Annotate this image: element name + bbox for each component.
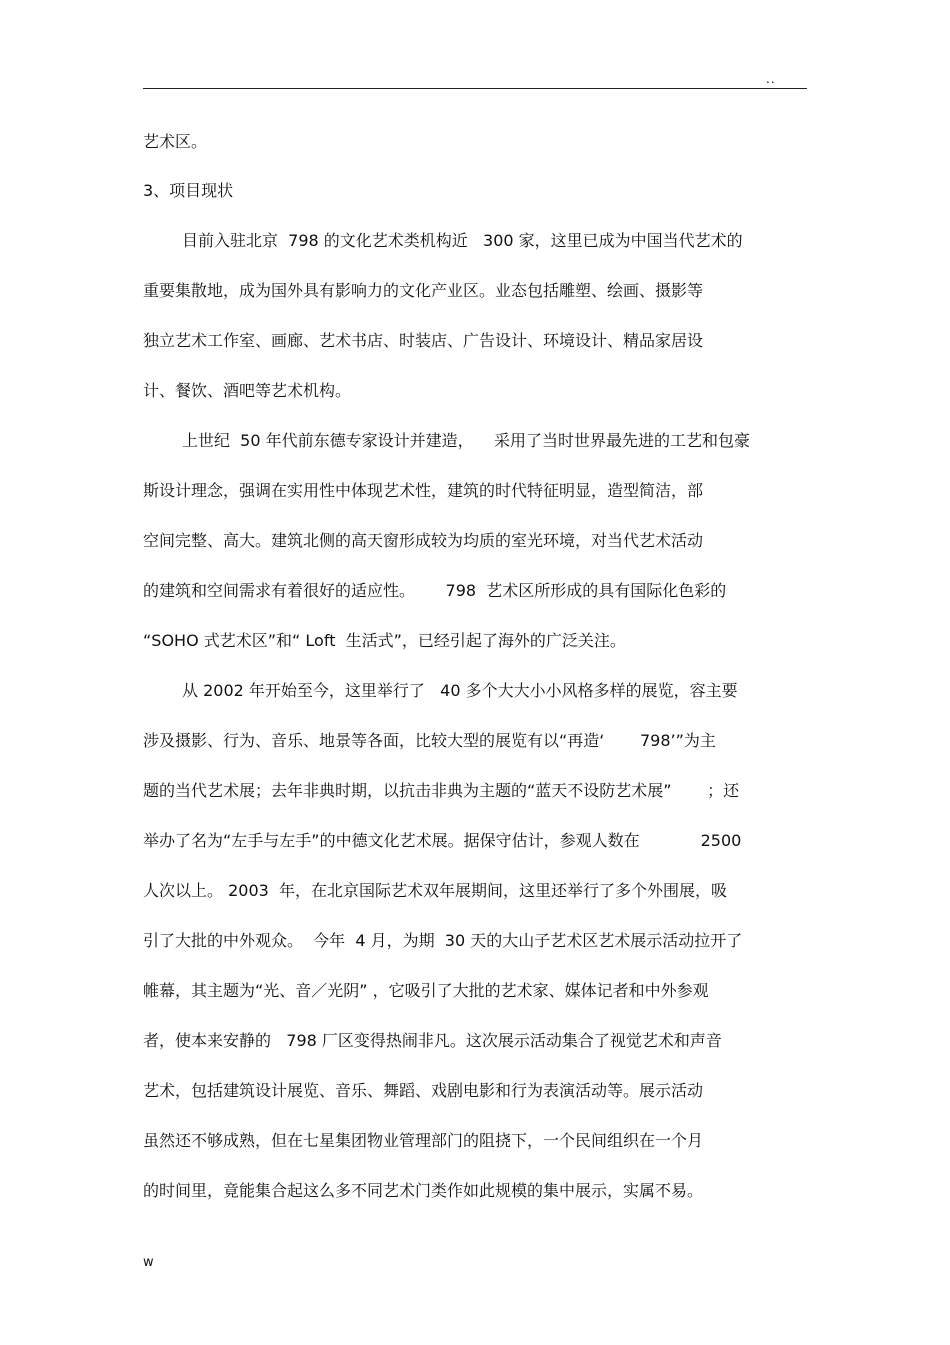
body-line: 帷幕，其主题为“光、音／光阴” ，它吸引了大批的艺术家、媒体记者和中外参观 <box>143 981 709 1000</box>
body-line: 者，使本来安静的 798 厂区变得热闹非凡。这次展示活动集合了视觉艺术和声音 <box>143 1031 722 1050</box>
body-line: 题的当代艺术展；去年非典时期，以抗击非典为主题的“蓝天不设防艺术展” ；还 <box>143 781 740 800</box>
body-line: 斯设计理念，强调在实用性中体现艺术性，建筑的时代特征明显，造型简洁，部 <box>143 481 704 500</box>
body-line: 空间完整、高大。建筑北侧的高天窗形成较为均质的室光环境，对当代艺术活动 <box>143 531 704 550</box>
body-line: 虽然还不够成熟，但在七星集团物业管理部门的阻挠下，一个民间组织在一个月 <box>143 1131 704 1150</box>
body-line: “SOHO 式艺术区”和“ Loft 生活式”，已经引起了海外的广泛关注。 <box>143 631 626 650</box>
footer-mark: w <box>143 1255 154 1270</box>
body-line: 举办了名为“左手与左手”的中德文化艺术展。据保守估计，参观人数在 2500 <box>143 831 742 850</box>
body-line: 艺术，包括建筑设计展览、音乐、舞蹈、戏剧电影和行为表演活动等。展示活动 <box>143 1081 704 1100</box>
body-line: 计、餐饮、酒吧等艺术机构。 <box>143 381 352 400</box>
body-line: 涉及摄影、行为、音乐、地景等各面，比较大型的展览有以“再造‘ 798’”为主 <box>143 731 716 750</box>
body-line: 目前入驻北京 798 的文化艺术类机构近 300 家，这里已成为中国当代艺术的 <box>182 231 743 250</box>
section-heading: 3、项目现状 <box>143 181 234 200</box>
body-line: 从 2002 年开始至今，这里举行了 40 多个大大小小风格多样的展览，容主要 <box>182 681 738 700</box>
body-line: 艺术区。 <box>143 132 208 151</box>
body-line: 上世纪 50 年代前东德专家设计并建造， 采用了当时世界最先进的工艺和包豪 <box>182 431 750 450</box>
body-line: 独立艺术工作室、画廊、艺术书店、时装店、广告设计、环境设计、精品家居设 <box>143 331 704 350</box>
header-mark: .. <box>766 72 776 86</box>
body-line: 人次以上。 2003 年，在北京国际艺术双年展期间，这里还举行了多个外围展，吸 <box>143 881 727 900</box>
body-line: 的建筑和空间需求有着很好的适应性。 798 艺术区所形成的具有国际化色彩的 <box>143 581 727 600</box>
body-line: 的时间里，竟能集合起这么多不同艺术门类作如此规模的集中展示，实属不易。 <box>143 1181 704 1200</box>
body-line: 重要集散地，成为国外具有影响力的文化产业区。业态包括雕塑、绘画、摄影等 <box>143 281 704 300</box>
body-line: 引了大批的中外观众。 今年 4 月，为期 30 天的大山子艺术区艺术展示活动拉开了 <box>143 931 743 950</box>
header-rule <box>143 88 807 89</box>
